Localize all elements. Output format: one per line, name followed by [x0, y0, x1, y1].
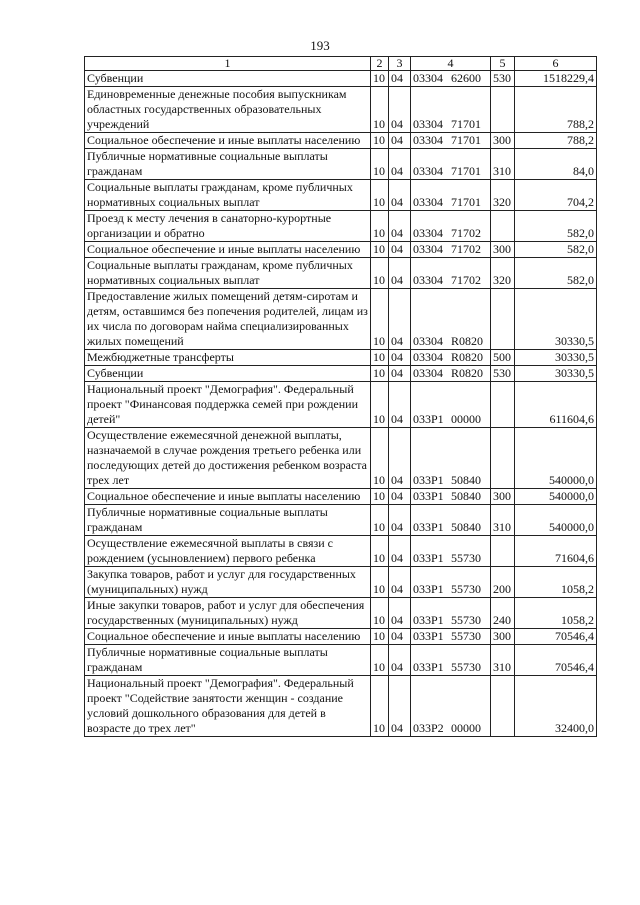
row-section: 10	[371, 149, 389, 180]
row-expense-type: 300	[491, 489, 515, 505]
row-target-article	[411, 505, 491, 536]
row-target-article	[411, 180, 491, 211]
row-section: 10	[371, 350, 389, 366]
target-article-direction: 50840	[451, 489, 481, 503]
row-target-article	[411, 242, 491, 258]
row-target-article	[411, 382, 491, 428]
target-article-program: 03304	[413, 195, 443, 209]
page-number: 193	[310, 38, 330, 53]
row-name: Публичные нормативные социальные выплаты гражданам	[85, 645, 371, 676]
row-subsection: 04	[389, 645, 411, 676]
row-target-article	[411, 536, 491, 567]
row-target-article	[411, 71, 491, 87]
target-article-direction: 50840	[451, 473, 481, 487]
row-subsection: 04	[389, 133, 411, 149]
row-name: Социальное обеспечение и иные выплаты населению	[85, 242, 371, 258]
row-name: Социальное обеспечение и иные выплаты населению	[85, 629, 371, 645]
row-expense-type	[491, 87, 515, 133]
table-row	[85, 366, 597, 382]
row-name: Социальные выплаты гражданам, кроме публичных нормативных социальных выплат	[85, 258, 371, 289]
row-expense-type: 300	[491, 242, 515, 258]
column-header: 1	[85, 57, 371, 71]
row-target-article	[411, 645, 491, 676]
row-target-article	[411, 567, 491, 598]
target-article-direction: 71701	[451, 195, 481, 209]
target-article-direction: 71701	[451, 133, 481, 147]
row-section: 10	[371, 87, 389, 133]
target-article-program: 033P1	[413, 613, 444, 627]
row-subsection: 04	[389, 258, 411, 289]
header-row	[85, 57, 597, 71]
row-amount: 540000,0	[515, 489, 597, 505]
row-name: Закупка товаров, работ и услуг для государственных (муниципальных) нужд	[85, 567, 371, 598]
row-amount: 611604,6	[515, 382, 597, 428]
column-header: 3	[389, 57, 411, 71]
row-name: Осуществление ежемесячной выплаты в связи с рождением (усыновлением) первого ребенка	[85, 536, 371, 567]
row-expense-type: 300	[491, 133, 515, 149]
row-target-article	[411, 211, 491, 242]
row-section: 10	[371, 211, 389, 242]
target-article-program: 033P1	[413, 489, 444, 503]
row-subsection: 04	[389, 489, 411, 505]
target-article-program: 03304	[413, 71, 443, 85]
table-row	[85, 598, 597, 629]
row-target-article	[411, 350, 491, 366]
row-subsection: 04	[389, 536, 411, 567]
target-article-program: 03304	[413, 164, 443, 178]
target-article-program: 033P1	[413, 520, 444, 534]
target-article-program: 033P1	[413, 551, 444, 565]
row-amount: 70546,4	[515, 629, 597, 645]
row-section: 10	[371, 382, 389, 428]
table-row	[85, 242, 597, 258]
row-target-article	[411, 598, 491, 629]
target-article-program: 033P1	[413, 473, 444, 487]
table-row	[85, 71, 597, 87]
target-article-program: 03304	[413, 133, 443, 147]
row-section: 10	[371, 489, 389, 505]
row-expense-type: 320	[491, 180, 515, 211]
table-row	[85, 428, 597, 489]
row-expense-type: 310	[491, 149, 515, 180]
row-section: 10	[371, 242, 389, 258]
table-row	[85, 505, 597, 536]
target-article-direction: R0820	[451, 366, 484, 380]
row-name: Социальное обеспечение и иные выплаты населению	[85, 489, 371, 505]
target-article-program: 03304	[413, 350, 443, 364]
row-expense-type: 240	[491, 598, 515, 629]
column-header: 5	[491, 57, 515, 71]
target-article-program: 03304	[413, 242, 443, 256]
row-target-article	[411, 258, 491, 289]
target-article-direction: 71701	[451, 164, 481, 178]
row-section: 10	[371, 676, 389, 737]
row-section: 10	[371, 180, 389, 211]
row-name: Субвенции	[85, 366, 371, 382]
table-row	[85, 567, 597, 598]
row-subsection: 04	[389, 180, 411, 211]
table-row	[85, 133, 597, 149]
row-subsection: 04	[389, 676, 411, 737]
row-amount: 582,0	[515, 211, 597, 242]
row-target-article	[411, 87, 491, 133]
target-article-program: 033P1	[413, 412, 444, 426]
row-subsection: 04	[389, 428, 411, 489]
row-expense-type	[491, 289, 515, 350]
row-target-article	[411, 149, 491, 180]
row-expense-type	[491, 536, 515, 567]
row-expense-type	[491, 382, 515, 428]
table-row	[85, 350, 597, 366]
row-expense-type: 300	[491, 629, 515, 645]
row-subsection: 04	[389, 211, 411, 242]
row-section: 10	[371, 567, 389, 598]
row-target-article	[411, 676, 491, 737]
table-row	[85, 149, 597, 180]
row-section: 10	[371, 645, 389, 676]
row-name: Проезд к месту лечения в санаторно-курортные организации и обратно	[85, 211, 371, 242]
target-article-direction: 71702	[451, 226, 481, 240]
row-amount: 788,2	[515, 133, 597, 149]
row-section: 10	[371, 71, 389, 87]
row-subsection: 04	[389, 242, 411, 258]
row-expense-type: 530	[491, 366, 515, 382]
target-article-direction: 55730	[451, 629, 481, 643]
row-amount: 32400,0	[515, 676, 597, 737]
row-name: Публичные нормативные социальные выплаты гражданам	[85, 149, 371, 180]
target-article-direction: 00000	[451, 412, 481, 426]
target-article-direction: 55730	[451, 551, 481, 565]
row-target-article	[411, 629, 491, 645]
row-amount: 71604,6	[515, 536, 597, 567]
column-header: 6	[515, 57, 597, 71]
table-row	[85, 258, 597, 289]
target-article-program: 03304	[413, 366, 443, 380]
target-article-program: 03304	[413, 273, 443, 287]
row-section: 10	[371, 289, 389, 350]
row-expense-type	[491, 676, 515, 737]
table-row	[85, 382, 597, 428]
row-amount: 540000,0	[515, 428, 597, 489]
row-section: 10	[371, 133, 389, 149]
table-row	[85, 676, 597, 737]
target-article-program: 033P2	[413, 721, 444, 735]
target-article-direction: 55730	[451, 582, 481, 596]
budget-table	[84, 56, 597, 737]
row-name: Единовременные денежные пособия выпускникам областных государственных образовательных учреждений	[85, 87, 371, 133]
target-article-program: 033P1	[413, 660, 444, 674]
row-section: 10	[371, 428, 389, 489]
row-subsection: 04	[389, 505, 411, 536]
row-expense-type: 320	[491, 258, 515, 289]
row-amount: 1058,2	[515, 567, 597, 598]
row-name: Национальный проект "Демография". Федеральный проект "Финансовая поддержка семей при рождении детей"	[85, 382, 371, 428]
column-header: 4	[411, 57, 491, 71]
row-section: 10	[371, 598, 389, 629]
table-row	[85, 645, 597, 676]
target-article-direction: 62600	[451, 71, 481, 85]
row-amount: 1518229,4	[515, 71, 597, 87]
row-amount: 788,2	[515, 87, 597, 133]
row-amount: 582,0	[515, 242, 597, 258]
target-article-direction: R0820	[451, 350, 484, 364]
row-name: Социальное обеспечение и иные выплаты населению	[85, 133, 371, 149]
row-amount: 30330,5	[515, 350, 597, 366]
target-article-direction: 50840	[451, 520, 481, 534]
row-target-article	[411, 428, 491, 489]
target-article-program: 03304	[413, 226, 443, 240]
row-name: Осуществление ежемесячной денежной выплаты, назначаемой в случае рождения третьего ребенка или последующих детей до достижения ребенком возраста трех лет	[85, 428, 371, 489]
row-section: 10	[371, 258, 389, 289]
row-amount: 582,0	[515, 258, 597, 289]
row-amount: 1058,2	[515, 598, 597, 629]
row-name: Предоставление жилых помещений детям-сиротам и детям, оставшимся без попечения родителей, лицам из их числа по договорам найма специализированных жилых помещений	[85, 289, 371, 350]
column-header: 2	[371, 57, 389, 71]
target-article-program: 033P1	[413, 629, 444, 643]
target-article-direction: 55730	[451, 660, 481, 674]
row-expense-type: 310	[491, 645, 515, 676]
target-article-direction: 55730	[451, 613, 481, 627]
row-name: Национальный проект "Демография". Федеральный проект "Содействие занятости женщин - создание условий дошкольного образования для детей в возрасте до трех лет"	[85, 676, 371, 737]
row-section: 10	[371, 536, 389, 567]
row-name: Иные закупки товаров, работ и услуг для обеспечения государственных (муниципальных) нужд	[85, 598, 371, 629]
row-name: Межбюджетные трансферты	[85, 350, 371, 366]
target-article-program: 033P1	[413, 582, 444, 596]
row-section: 10	[371, 629, 389, 645]
target-article-direction: 71702	[451, 242, 481, 256]
table-row	[85, 629, 597, 645]
row-target-article	[411, 289, 491, 350]
target-article-program: 03304	[413, 334, 443, 348]
row-subsection: 04	[389, 71, 411, 87]
row-amount: 30330,5	[515, 366, 597, 382]
target-article-direction: 00000	[451, 721, 481, 735]
row-subsection: 04	[389, 149, 411, 180]
row-subsection: 04	[389, 629, 411, 645]
row-expense-type: 200	[491, 567, 515, 598]
row-subsection: 04	[389, 350, 411, 366]
row-subsection: 04	[389, 366, 411, 382]
target-article-direction: 71701	[451, 117, 481, 131]
row-expense-type: 500	[491, 350, 515, 366]
row-amount: 540000,0	[515, 505, 597, 536]
row-amount: 70546,4	[515, 645, 597, 676]
row-amount: 704,2	[515, 180, 597, 211]
target-article-program: 03304	[413, 117, 443, 131]
row-subsection: 04	[389, 598, 411, 629]
row-subsection: 04	[389, 382, 411, 428]
row-target-article	[411, 489, 491, 505]
target-article-direction: R0820	[451, 334, 484, 348]
table-row	[85, 180, 597, 211]
row-subsection: 04	[389, 567, 411, 598]
row-name: Субвенции	[85, 71, 371, 87]
target-article-direction: 71702	[451, 273, 481, 287]
row-expense-type: 310	[491, 505, 515, 536]
row-target-article	[411, 133, 491, 149]
row-expense-type	[491, 428, 515, 489]
row-name: Социальные выплаты гражданам, кроме публичных нормативных социальных выплат	[85, 180, 371, 211]
table-row	[85, 289, 597, 350]
row-target-article	[411, 366, 491, 382]
row-subsection: 04	[389, 289, 411, 350]
table-row	[85, 211, 597, 242]
row-amount: 84,0	[515, 149, 597, 180]
row-expense-type	[491, 211, 515, 242]
table-row	[85, 536, 597, 567]
row-subsection: 04	[389, 87, 411, 133]
table-row	[85, 87, 597, 133]
row-expense-type: 530	[491, 71, 515, 87]
row-amount: 30330,5	[515, 289, 597, 350]
row-section: 10	[371, 505, 389, 536]
row-name: Публичные нормативные социальные выплаты гражданам	[85, 505, 371, 536]
table-row	[85, 489, 597, 505]
row-section: 10	[371, 366, 389, 382]
